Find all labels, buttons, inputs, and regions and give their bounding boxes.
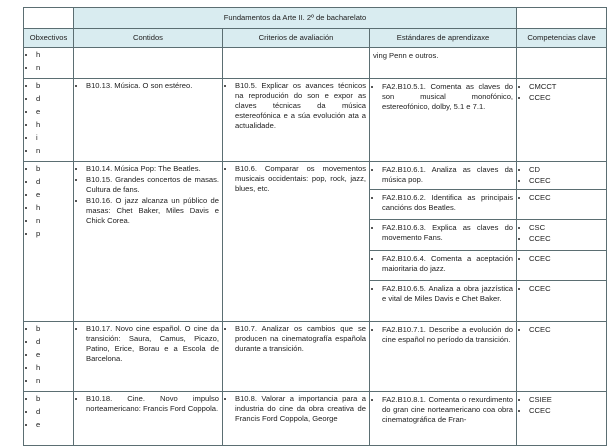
objective-item: • n bbox=[36, 216, 70, 226]
criterio-item: • B10.5. Explicar os avances técnicos na reprodución do son e expor as claves técnicas da música estereofónica e a súa evolución ata a actualidade. bbox=[235, 81, 366, 131]
objective-item: • b bbox=[36, 81, 70, 91]
objective-item: • b bbox=[36, 394, 70, 404]
criterios-cell bbox=[223, 162, 370, 322]
contidos-cell bbox=[74, 162, 223, 322]
criterio-item: • B10.6. Comparar os movementos musicais occidentais: pop, rock, jazz, blues, etc. bbox=[235, 164, 366, 194]
estandar-block bbox=[370, 189, 516, 219]
estandar-list bbox=[373, 254, 513, 274]
contidos-list bbox=[77, 81, 219, 91]
estandar-block bbox=[370, 394, 516, 430]
criterios-cell bbox=[223, 48, 370, 79]
criterios-list bbox=[226, 394, 366, 424]
header-criterios: Criterios de avaliación bbox=[223, 29, 370, 48]
estandares-cell bbox=[370, 392, 517, 446]
estandar-list bbox=[373, 223, 513, 243]
objectives-cell bbox=[24, 48, 74, 79]
objective-item: • n bbox=[36, 376, 70, 386]
objective-item: • p bbox=[36, 229, 70, 239]
estandar-item: • FA2.B10.5.1. Comenta as claves do son musical monofónico, estereofónico, dolby, 5.1 e 7.1. bbox=[382, 82, 513, 112]
corner-cell-right bbox=[517, 8, 607, 29]
estandar-item: • FA2.B10.6.2. Identifica as principais cancións dos Beatles. bbox=[382, 193, 513, 213]
estandar-list bbox=[373, 284, 513, 304]
competencia-block bbox=[517, 219, 606, 250]
header-objectivos: Obxectivos bbox=[24, 29, 74, 48]
objective-item: • n bbox=[36, 63, 70, 73]
criterio-item: • B10.7. Analizar os cambios que se producen na cinematografía española durante a transición. bbox=[235, 324, 366, 354]
estandar-item: • FA2.B10.7.1. Describe a evolución do cine español no período da transición. bbox=[382, 325, 513, 345]
competencia-block bbox=[517, 324, 606, 340]
contido-item: • B10.17. Novo cine español. O cine da transición: Saura, Camus, Picazo, Patino, Erice, Borau e a Escola de Barcelona. bbox=[86, 324, 219, 364]
objective-item: • h bbox=[36, 363, 70, 373]
estandar-block bbox=[370, 164, 516, 189]
competencia-block bbox=[517, 250, 606, 280]
estandares-cell bbox=[370, 162, 517, 322]
objectives-cell bbox=[24, 392, 74, 446]
objectives-list bbox=[27, 50, 70, 73]
estandar-list bbox=[373, 82, 513, 112]
contidos-cell bbox=[74, 48, 223, 79]
contidos-cell bbox=[74, 392, 223, 446]
competencia-item: • CCEC bbox=[529, 234, 603, 244]
criterio-item: • B10.8. Valorar a importancia para a industria do cine da obra creativa de Francis Ford Coppola, George bbox=[235, 394, 366, 424]
criterios-list bbox=[226, 81, 366, 131]
estandar-item: • FA2.B10.8.1. Comenta o rexurdimento do gran cine norteamericano coa obra cinematográfica de Fran- bbox=[382, 395, 513, 425]
estandar-list bbox=[373, 193, 513, 213]
competencias-cell bbox=[517, 79, 607, 162]
competencia-list bbox=[520, 82, 603, 103]
table-row bbox=[24, 322, 607, 392]
estandar-item: • FA2.B10.6.5. Analiza a obra jazzística e vital de Miles Davis e Chet Baker. bbox=[382, 284, 513, 304]
contidos-cell bbox=[74, 322, 223, 392]
objective-item: • e bbox=[36, 190, 70, 200]
estandares-cell bbox=[370, 322, 517, 392]
estandar-list bbox=[373, 165, 513, 185]
competencia-block bbox=[517, 189, 606, 219]
contido-item: • B10.15. Grandes concertos de masas. Cultura de fans. bbox=[86, 175, 219, 195]
competencia-list bbox=[520, 395, 603, 416]
estandar-block bbox=[370, 50, 516, 65]
objective-item: • e bbox=[36, 107, 70, 117]
contido-item: • B10.18. Cine. Novo impulso norteamericano: Francis Ford Coppola. bbox=[86, 394, 219, 414]
header-competencias: Competencias clave bbox=[517, 29, 607, 48]
competencia-item: • CCEC bbox=[529, 176, 603, 186]
estandar-block bbox=[370, 219, 516, 250]
contidos-list bbox=[77, 324, 219, 364]
estandar-list bbox=[373, 325, 513, 345]
objective-item: • h bbox=[36, 203, 70, 213]
objective-item: • e bbox=[36, 350, 70, 360]
objectives-list bbox=[27, 324, 70, 386]
estandar-text: ving Penn e outros. bbox=[373, 51, 439, 60]
objectives-cell bbox=[24, 322, 74, 392]
contido-item: • B10.14. Música Pop: The Beatles. bbox=[86, 164, 219, 174]
competencias-cell bbox=[517, 392, 607, 446]
estandar-block bbox=[370, 250, 516, 280]
criterios-list bbox=[226, 164, 366, 194]
objectives-cell bbox=[24, 79, 74, 162]
criterios-cell bbox=[223, 392, 370, 446]
contidos-list bbox=[77, 164, 219, 226]
contido-item: • B10.16. O jazz alcanza un público de masas: Chet Baker, Miles Davis e Chick Corea. bbox=[86, 196, 219, 226]
contido-item: • B10.13. Música. O son estéreo. bbox=[86, 81, 219, 91]
objective-item: • n bbox=[36, 146, 70, 156]
estandar-item: • FA2.B10.6.1. Analiza as claves da música pop. bbox=[382, 165, 513, 185]
competencia-item: • CSC bbox=[529, 223, 603, 233]
competencias-cell bbox=[517, 48, 607, 79]
curriculum-table bbox=[23, 7, 607, 446]
table-row bbox=[24, 48, 607, 79]
objective-item: • h bbox=[36, 120, 70, 130]
competencia-block bbox=[517, 164, 606, 189]
estandar-item: • FA2.B10.6.4. Comenta a aceptación maioritaria do jazz. bbox=[382, 254, 513, 274]
estandar-item: • FA2.B10.6.3. Explica as claves do movemento Fans. bbox=[382, 223, 513, 243]
contidos-cell bbox=[74, 79, 223, 162]
table-row bbox=[24, 162, 607, 322]
corner-cell bbox=[24, 8, 74, 29]
competencia-list bbox=[520, 254, 603, 264]
competencia-block bbox=[517, 280, 606, 310]
objective-item: • d bbox=[36, 94, 70, 104]
objectives-list bbox=[27, 394, 70, 430]
objective-item: • i bbox=[36, 133, 70, 143]
estandar-block bbox=[370, 81, 516, 117]
competencia-item: • CCEC bbox=[529, 254, 603, 264]
objective-item: • d bbox=[36, 337, 70, 347]
criterios-cell bbox=[223, 79, 370, 162]
competencia-block bbox=[517, 394, 606, 421]
competencia-list bbox=[520, 284, 603, 294]
competencia-list bbox=[520, 165, 603, 186]
objectives-list bbox=[27, 81, 70, 156]
objectives-cell bbox=[24, 162, 74, 322]
objective-item: • d bbox=[36, 407, 70, 417]
competencia-item: • CCEC bbox=[529, 93, 603, 103]
contidos-list bbox=[77, 394, 219, 414]
objective-item: • e bbox=[36, 420, 70, 430]
competencia-item: • CCEC bbox=[529, 284, 603, 294]
competencias-cell bbox=[517, 162, 607, 322]
competencia-item: • CCEC bbox=[529, 406, 603, 416]
objectives-list bbox=[27, 164, 70, 239]
competencia-item: • CD bbox=[529, 165, 603, 175]
competencia-item: • CSIEE bbox=[529, 395, 603, 405]
competencia-list bbox=[520, 223, 603, 244]
competencia-item: • CCEC bbox=[529, 325, 603, 335]
competencia-list bbox=[520, 325, 603, 335]
competencia-item: • CCEC bbox=[529, 193, 603, 203]
estandar-block bbox=[370, 280, 516, 310]
header-contidos: Contidos bbox=[74, 29, 223, 48]
objective-item: • b bbox=[36, 164, 70, 174]
objective-item: • d bbox=[36, 177, 70, 187]
competencias-cell bbox=[517, 322, 607, 392]
objective-item: • b bbox=[36, 324, 70, 334]
table-row bbox=[24, 79, 607, 162]
header-estandares: Estándares de aprendizaxe bbox=[370, 29, 517, 48]
competencia-item: • CMCCT bbox=[529, 82, 603, 92]
table-title: Fundamentos da Arte II. 2º de bacharelato bbox=[74, 8, 517, 29]
competencia-block bbox=[517, 81, 606, 108]
estandares-cell bbox=[370, 79, 517, 162]
estandar-list bbox=[373, 395, 513, 425]
criterios-cell bbox=[223, 322, 370, 392]
table-row bbox=[24, 392, 607, 446]
table-body bbox=[24, 48, 607, 446]
competencia-list bbox=[520, 193, 603, 203]
criterios-list bbox=[226, 324, 366, 354]
estandar-block bbox=[370, 324, 516, 350]
objective-item: • h bbox=[36, 50, 70, 60]
estandares-cell bbox=[370, 48, 517, 79]
